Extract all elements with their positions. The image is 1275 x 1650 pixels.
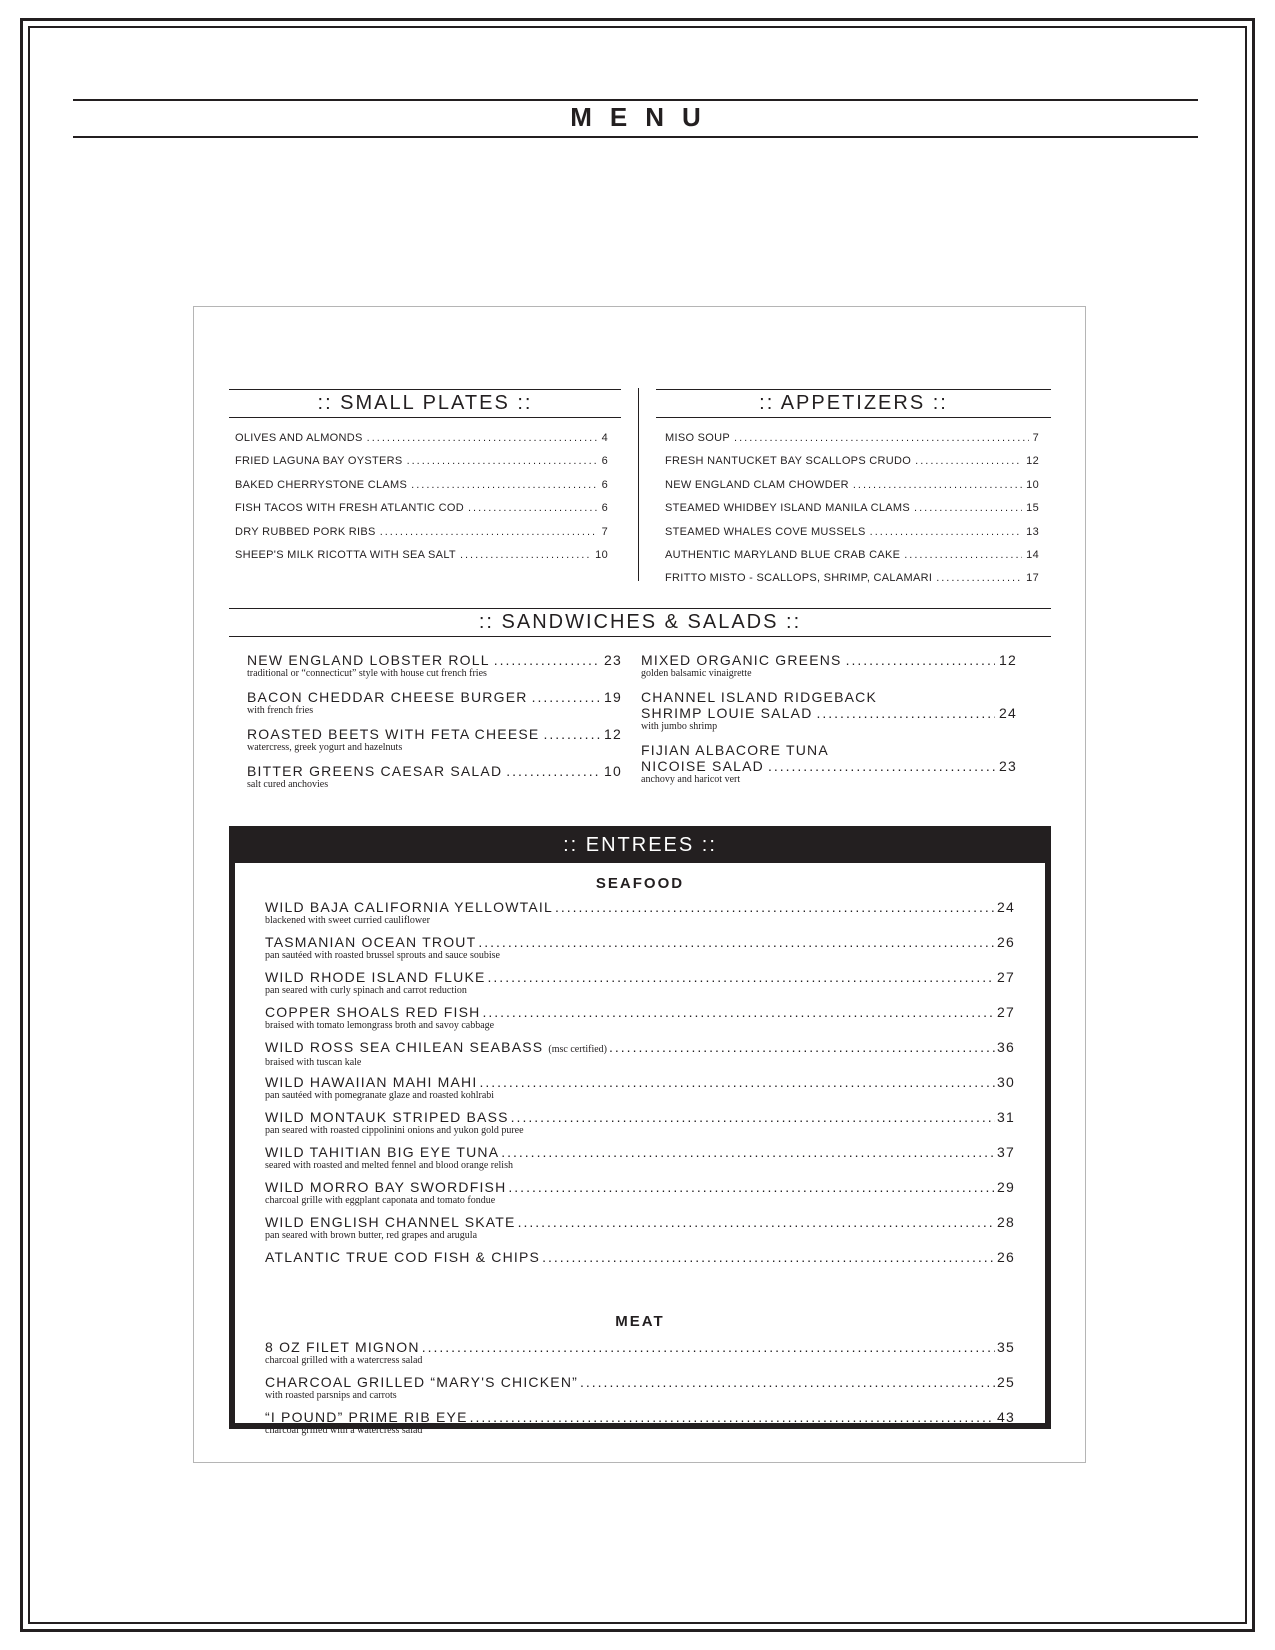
item-name: FRESH NANTUCKET BAY SCALLOPS CRUDO <box>665 455 912 468</box>
entrees-panel <box>229 826 1051 1436</box>
item-name: SHEEP'S MILK RICOTTA WITH SEA SALT <box>235 548 456 561</box>
dot-leader <box>407 455 598 467</box>
item-description: with jumbo shrimp <box>641 721 718 732</box>
item-description: pan sautéed with pomegranate glaze and roasted kohlrabi <box>265 1090 495 1101</box>
dot-leader <box>494 652 600 668</box>
small-plates-heading: :: SMALL PLATES :: <box>229 389 621 418</box>
item-price: 27 <box>997 1004 1015 1020</box>
item-name: WILD MONTAUK STRIPED BASS <box>265 1109 509 1125</box>
item-price: 23 <box>604 652 622 668</box>
item-name: MIXED ORGANIC GREENS <box>641 652 842 668</box>
item-price: 6 <box>601 478 608 491</box>
item-price: 4 <box>601 432 608 444</box>
item-description: braised with tuscan kale <box>265 1057 362 1068</box>
dot-leader <box>508 1180 995 1195</box>
list-item <box>247 652 622 679</box>
item-name: AUTHENTIC MARYLAND BLUE CRAB CAKE <box>665 548 901 561</box>
item-price: 25 <box>997 1374 1015 1390</box>
dot-leader <box>411 479 597 491</box>
dot-leader <box>468 502 598 514</box>
list-item <box>235 549 608 572</box>
item-price: 7 <box>601 525 608 538</box>
item-price: 13 <box>1026 525 1039 538</box>
list-item <box>235 526 608 549</box>
item-name: DRY RUBBED PORK RIBS <box>235 525 376 538</box>
dot-leader <box>904 549 1022 561</box>
item-name: FISH TACOS WITH FRESH ATLANTIC COD <box>235 502 464 515</box>
page-title: MENU <box>570 102 719 132</box>
dot-leader <box>768 758 995 774</box>
item-price: 6 <box>601 455 608 468</box>
small-plates-list <box>235 432 608 572</box>
appetizers-list <box>665 432 1039 596</box>
seafood-list <box>265 900 1015 1285</box>
item-price: 12 <box>1026 455 1039 468</box>
item-name: OLIVES AND ALMONDS <box>235 432 363 444</box>
item-price: 28 <box>997 1214 1015 1230</box>
item-price: 23 <box>999 758 1017 774</box>
item-price: 29 <box>997 1179 1015 1195</box>
item-price: 31 <box>997 1109 1015 1125</box>
list-item <box>265 1215 1015 1250</box>
item-price: 12 <box>999 652 1017 668</box>
dot-leader <box>460 549 591 561</box>
item-price: 19 <box>604 689 622 705</box>
item-name: WILD ENGLISH CHANNEL SKATE <box>265 1214 516 1230</box>
item-name: TASMANIAN OCEAN TROUT <box>265 934 477 950</box>
item-name: BAKED CHERRYSTONE CLAMS <box>235 478 408 491</box>
item-description: pan seared with brown butter, red grapes and arugula <box>265 1230 478 1241</box>
list-item <box>265 1040 1015 1075</box>
item-price: 15 <box>1026 502 1039 515</box>
list-item <box>247 726 622 753</box>
dot-leader <box>543 726 600 742</box>
dot-leader <box>817 705 996 721</box>
list-item <box>265 1250 1015 1285</box>
item-description: charcoal grilled with a watercress salad <box>265 1355 423 1366</box>
item-name: WILD BAJA CALIFORNIA YELLOWTAIL <box>265 899 553 915</box>
item-price: 6 <box>601 502 608 515</box>
dot-leader <box>518 1215 995 1230</box>
dot-leader <box>580 1375 995 1390</box>
dot-leader <box>380 526 598 538</box>
list-item <box>265 1110 1015 1145</box>
item-name: WILD MORRO BAY SWORDFISH <box>265 1179 507 1195</box>
item-description: pan sautéed with roasted brussel sprouts and sauce soubise <box>265 950 500 961</box>
dot-leader <box>367 432 598 444</box>
title-rule-top <box>73 99 1198 101</box>
item-name-line1: CHANNEL ISLAND RIDGEBACK <box>641 689 877 705</box>
item-description: seared with roasted and melted fennel and blood orange relish <box>265 1160 513 1171</box>
dot-leader <box>506 763 600 779</box>
item-name: MISO SOUP <box>665 432 731 444</box>
item-description: traditional or “connecticut” style with house cut french fries <box>247 668 487 679</box>
item-name: COPPER SHOALS RED FISH <box>265 1004 481 1020</box>
list-item <box>641 689 1017 732</box>
list-item <box>247 689 622 716</box>
meat-heading: MEAT <box>615 1313 665 1330</box>
item-price: 43 <box>997 1409 1015 1425</box>
dot-leader <box>542 1250 995 1265</box>
item-price: 17 <box>1026 572 1039 585</box>
list-item <box>235 455 608 478</box>
list-item <box>265 1340 1015 1375</box>
dot-leader <box>555 900 995 915</box>
item-price: 37 <box>997 1144 1015 1160</box>
list-item <box>235 432 608 455</box>
list-item <box>665 432 1039 455</box>
item-price: 36 <box>997 1039 1015 1055</box>
item-description: pan seared with roasted cippolinini onions and yukon gold puree <box>265 1125 524 1136</box>
dot-leader <box>532 689 600 705</box>
list-item <box>235 502 608 525</box>
item-name: ATLANTIC TRUE COD FISH & CHIPS <box>265 1249 541 1265</box>
item-price: 14 <box>1026 548 1039 561</box>
list-item <box>641 742 1017 785</box>
item-description: charcoal grilled with a watercress salad <box>265 1425 423 1436</box>
item-name: NICOISE SALAD <box>641 758 764 774</box>
item-price: 26 <box>997 1249 1015 1265</box>
seafood-heading: SEAFOOD <box>595 875 685 892</box>
dot-leader <box>511 1110 995 1125</box>
item-note: (msc certified) <box>548 1044 608 1055</box>
dot-leader <box>609 1040 995 1055</box>
item-name: BACON CHEDDAR CHEESE BURGER <box>247 689 528 705</box>
item-price: 24 <box>997 899 1015 915</box>
dot-leader <box>501 1145 995 1160</box>
dot-leader <box>478 935 995 950</box>
list-item <box>265 935 1015 970</box>
list-item <box>665 455 1039 478</box>
dot-leader <box>470 1410 995 1425</box>
item-price: 30 <box>997 1074 1015 1090</box>
item-description: golden balsamic vinaigrette <box>641 668 752 679</box>
dot-leader <box>936 572 1022 584</box>
list-item <box>265 970 1015 1005</box>
list-item <box>665 572 1039 595</box>
meat-list <box>265 1340 1015 1445</box>
list-item <box>265 1075 1015 1110</box>
item-name: STEAMED WHIDBEY ISLAND MANILA CLAMS <box>665 502 911 515</box>
dot-leader <box>853 479 1022 491</box>
sandwiches-heading: :: SANDWICHES & SALADS :: <box>229 608 1051 637</box>
list-item <box>265 1180 1015 1215</box>
list-item <box>665 502 1039 525</box>
dot-leader <box>734 432 1029 444</box>
item-name: WILD RHODE ISLAND FLUKE <box>265 969 486 985</box>
column-divider <box>638 388 639 581</box>
item-name: WILD ROSS SEA CHILEAN SEABASS <box>265 1039 544 1055</box>
item-description: blackened with sweet curried cauliflower <box>265 915 430 926</box>
item-name: “I POUND” PRIME RIB EYE <box>265 1409 468 1425</box>
item-price: 27 <box>997 969 1015 985</box>
list-item <box>247 763 622 790</box>
list-item <box>665 479 1039 502</box>
item-description: charcoal grille with eggplant caponata and tomato fondue <box>265 1195 496 1206</box>
list-item <box>641 652 1017 679</box>
item-price: 10 <box>604 763 622 779</box>
item-price: 7 <box>1032 432 1039 444</box>
sandwiches-left-list <box>247 652 622 800</box>
dot-leader <box>915 455 1022 467</box>
item-name: NEW ENGLAND LOBSTER ROLL <box>247 652 490 668</box>
title-rule-bottom <box>73 136 1198 138</box>
item-name: STEAMED WHALES COVE MUSSELS <box>665 525 866 538</box>
dot-leader <box>846 652 995 668</box>
item-price: 24 <box>999 705 1017 721</box>
item-name: BITTER GREENS CAESAR SALAD <box>247 763 503 779</box>
item-name: FRITTO MISTO - SCALLOPS, SHRIMP, CALAMARI <box>665 572 933 585</box>
item-name: WILD HAWAIIAN MAHI MAHI <box>265 1074 478 1090</box>
list-item <box>265 1005 1015 1040</box>
item-name: 8 OZ FILET MIGNON <box>265 1339 420 1355</box>
item-price: 10 <box>1026 478 1039 491</box>
item-description: with roasted parsnips and carrots <box>265 1390 397 1401</box>
item-description: watercress, greek yogurt and hazelnuts <box>247 742 403 753</box>
list-item <box>265 1410 1015 1445</box>
item-description: pan seared with curly spinach and carrot reduction <box>265 985 467 996</box>
dot-leader <box>479 1075 995 1090</box>
item-name: CHARCOAL GRILLED “MARY'S CHICKEN” <box>265 1374 578 1390</box>
dot-leader <box>422 1340 995 1355</box>
item-price: 12 <box>604 726 622 742</box>
dot-leader <box>870 526 1023 538</box>
item-description: braised with tomato lemongrass broth and savoy cabbage <box>265 1020 495 1031</box>
item-name: ROASTED BEETS WITH FETA CHEESE <box>247 726 540 742</box>
entrees-heading: :: ENTREES :: <box>563 834 717 856</box>
list-item <box>265 1145 1015 1180</box>
item-name: FRIED LAGUNA BAY OYSTERS <box>235 455 403 468</box>
list-item <box>265 1375 1015 1410</box>
item-description: with french fries <box>247 705 314 716</box>
item-name: NEW ENGLAND CLAM CHOWDER <box>665 478 849 491</box>
item-name-line1: FIJIAN ALBACORE TUNA <box>641 742 829 758</box>
dot-leader <box>482 1005 995 1020</box>
item-name: SHRIMP LOUIE SALAD <box>641 705 813 721</box>
appetizers-heading: :: APPETIZERS :: <box>656 389 1051 418</box>
dot-leader <box>914 502 1022 514</box>
item-price: 26 <box>997 934 1015 950</box>
entrees-content <box>235 863 1045 1436</box>
item-price: 10 <box>595 548 608 561</box>
item-description: salt cured anchovies <box>247 779 329 790</box>
item-name: WILD TAHITIAN BIG EYE TUNA <box>265 1144 500 1160</box>
list-item <box>265 900 1015 935</box>
list-item <box>665 549 1039 572</box>
list-item <box>235 479 608 502</box>
item-price: 35 <box>997 1339 1015 1355</box>
item-description: anchovy and haricot vert <box>641 774 741 785</box>
dot-leader <box>488 970 995 985</box>
list-item <box>665 526 1039 549</box>
sandwiches-right-list <box>641 652 1017 795</box>
